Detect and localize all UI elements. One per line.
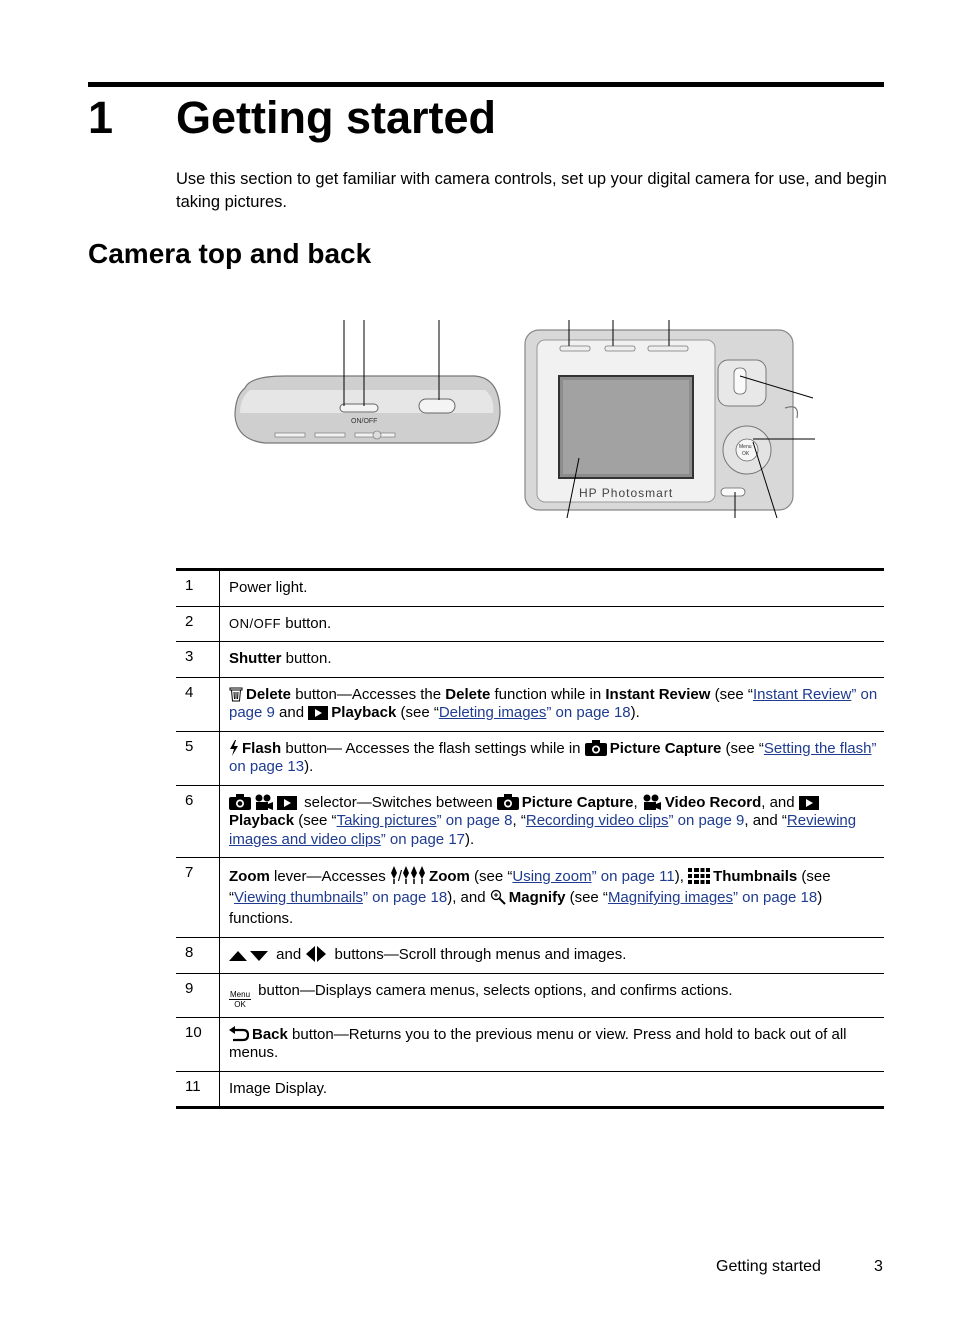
row-number: 8 <box>176 938 220 974</box>
onoff-label: ON/OFF <box>229 615 282 631</box>
row-description: Shutter button. <box>220 642 885 678</box>
camera-top-view <box>235 320 500 443</box>
row-description: Image Display. <box>229 1079 328 1097</box>
controls-legend-table <box>176 568 884 1109</box>
left-right-arrows-icon <box>305 946 327 962</box>
link-instant-review[interactable]: Instant Review <box>752 685 852 703</box>
figure-camera-label: HP Photosmart <box>579 486 674 500</box>
video-icon <box>642 794 662 810</box>
camera-icon <box>585 740 607 756</box>
footer-page-number: 3 <box>874 1258 883 1275</box>
camera-back-view <box>525 320 815 518</box>
row-number: 7 <box>176 858 220 938</box>
playback-icon <box>277 796 297 810</box>
row-number: 3 <box>176 642 220 678</box>
camera-icon <box>229 794 251 810</box>
link-magnifying-images[interactable]: Magnifying images <box>607 889 733 906</box>
row-number: 6 <box>176 785 220 858</box>
link-using-zoom[interactable]: Using zoom <box>512 868 592 885</box>
camera-figure <box>225 318 825 523</box>
table-row <box>176 785 884 858</box>
figure-ok-label: OK <box>742 451 750 457</box>
row-description: Power light. <box>220 570 885 607</box>
zoom-wide-icon <box>402 866 426 884</box>
row-number: 5 <box>176 731 220 785</box>
table-row <box>176 1071 884 1108</box>
table-row <box>176 858 884 938</box>
table-row <box>176 1017 884 1071</box>
link-taking-pictures[interactable]: Taking pictures <box>336 812 437 829</box>
row-description: Back button—Returns you to the previous menu or view. Press and hold to back out of all menus. <box>220 1017 885 1071</box>
row-number: 1 <box>176 570 220 607</box>
video-icon <box>254 794 274 810</box>
row-description: and buttons—Scroll through menus and images. <box>220 938 885 974</box>
playback-icon <box>308 706 328 720</box>
footer-section: Getting started <box>716 1258 821 1275</box>
row-description: Flash button— Accesses the flash settings while in Picture Capture (see “Setting the flash” on page 13). <box>220 731 885 785</box>
table-row <box>176 938 884 974</box>
table-row <box>176 731 884 785</box>
link-deleting-images[interactable]: Deleting images <box>438 704 547 721</box>
up-down-arrows-icon <box>229 950 269 962</box>
figure-menu-label: Menu <box>739 444 752 450</box>
back-icon <box>229 1026 249 1042</box>
link-viewing-thumbnails[interactable]: Viewing thumbnails <box>234 889 363 906</box>
table-row <box>176 606 884 642</box>
chapter-number: 1 <box>88 92 114 143</box>
row-description: Menu OK button—Displays camera menus, selects options, and confirms actions. <box>220 973 885 1017</box>
table-row <box>176 642 884 678</box>
menu-ok-icon: Menu OK <box>230 989 251 1009</box>
row-description: ON/OFF button. <box>220 606 885 642</box>
row-number: 4 <box>176 677 220 731</box>
row-description: Delete button—Accesses the Delete function while in Instant Review (see “Instant Review” on page 9 and Playback (see “Deleting images” on page 18). <box>220 677 885 731</box>
link-setting-flash[interactable]: Setting the flash <box>763 739 872 757</box>
flash-icon <box>229 740 239 756</box>
intro-paragraph: Use this section to get familiar with camera controls, set up your digital camera for use, and begin taking pictures. <box>176 170 887 211</box>
row-number: 11 <box>176 1071 220 1108</box>
section-title: Camera top and back <box>88 238 372 269</box>
row-description: Zoom lever—Accesses / Zoom (see “Using zoom” on page 11), Thumbnails (see “Viewing thumbnails” on page 18), and Magnify (see “Magnifying images” on page 18) functions. <box>220 858 885 938</box>
chapter-title: Getting started <box>176 92 497 143</box>
table-row <box>176 677 884 731</box>
delete-icon <box>229 686 243 702</box>
camera-icon <box>497 794 519 810</box>
magnify-icon <box>490 889 506 905</box>
figure-onoff-label: ON/OFF <box>351 418 378 425</box>
playback-icon <box>799 796 819 810</box>
chapter-top-rule <box>88 82 884 87</box>
row-number: 2 <box>176 606 220 642</box>
row-number: 9 <box>176 973 220 1017</box>
row-number: 10 <box>176 1017 220 1071</box>
row-description: selector—Switches between Picture Capture, Video Record, and Playback (see “Taking pictures” on page 8, “Recording video clips” on page 9, and “Reviewing images and video clips” on page 17). <box>220 785 885 858</box>
zoom-tele-icon <box>390 866 398 884</box>
table-row <box>176 570 884 607</box>
thumbnails-icon <box>688 868 710 884</box>
table-row <box>176 973 884 1017</box>
link-recording-video[interactable]: Recording video clips <box>525 812 669 829</box>
link-reviewing-images[interactable]: Reviewing images and video clips <box>229 812 857 848</box>
